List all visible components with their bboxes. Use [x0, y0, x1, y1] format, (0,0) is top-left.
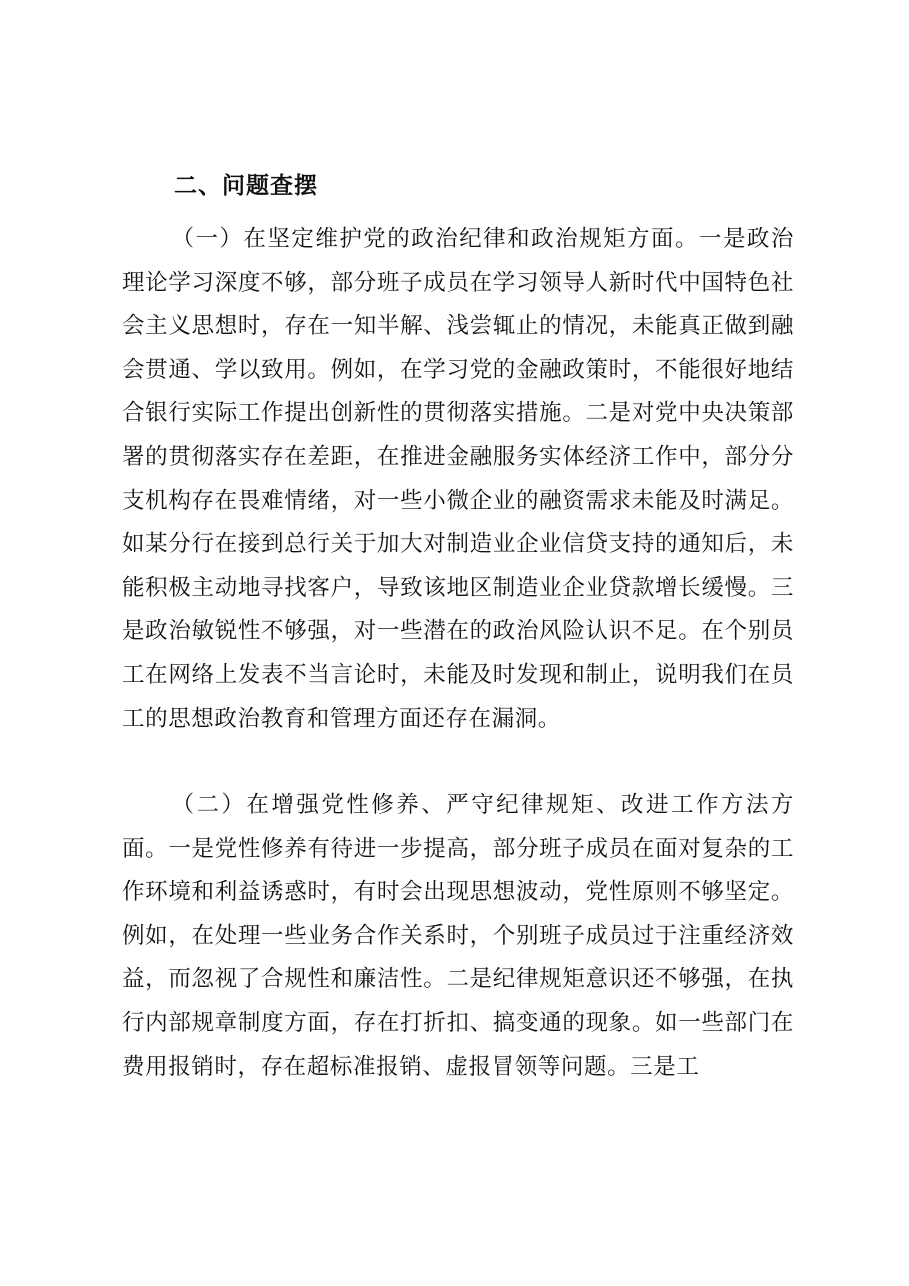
paragraph-political-discipline: （一）在坚定维护党的政治纪律和政治规矩方面。一是政治理论学习深度不够，部分班子成员在学习领导人新时代中国特色社会主义思想时，存在一知半解、浅尝辄止的情况，未能真正做到融会贯通、学以致用。例如，在学习党的金融政策时，不能很好地结合银行实际工作提出创新性的贯彻落实措施。二是对党中央决策部署的贯彻落实存在差距，在推进金融服务实体经济工作中，部分分支机构存在畏难情绪，对一些小微企业的融资需求未能及时满足。如某分行在接到总行关于加大对制造业企业信贷支持的通知后，未能积极主动地寻找客户，导致该地区制造业企业贷款增长缓慢。三是政治敏锐性不够强，对一些潜在的政治风险认识不足。在个别员工在网络上发表不当言论时，未能及时发现和制止，说明我们在员工的思想政治教育和管理方面还存在漏洞。 — [122, 226, 794, 732]
paragraph-party-spirit: （二）在增强党性修养、严守纪律规矩、改进工作方法方面。一是党性修养有待进一步提高，部分班子成员在面对复杂的工作环境和利益诱惑时，有时会出现思想波动，党性原则不够坚定。例如，在处理一些业务合作关系时，个别班子成员过于注重经济效益，而忽视了合规性和廉洁性。二是纪律规矩意识还不够强，在执行内部规章制度方面，存在打折扣、搞变通的现象。如一些部门在费用报销时，存在超标准报销、虚报冒领等问题。三是工 — [122, 792, 794, 1080]
section-heading: 二、问题查摆 — [174, 173, 318, 199]
